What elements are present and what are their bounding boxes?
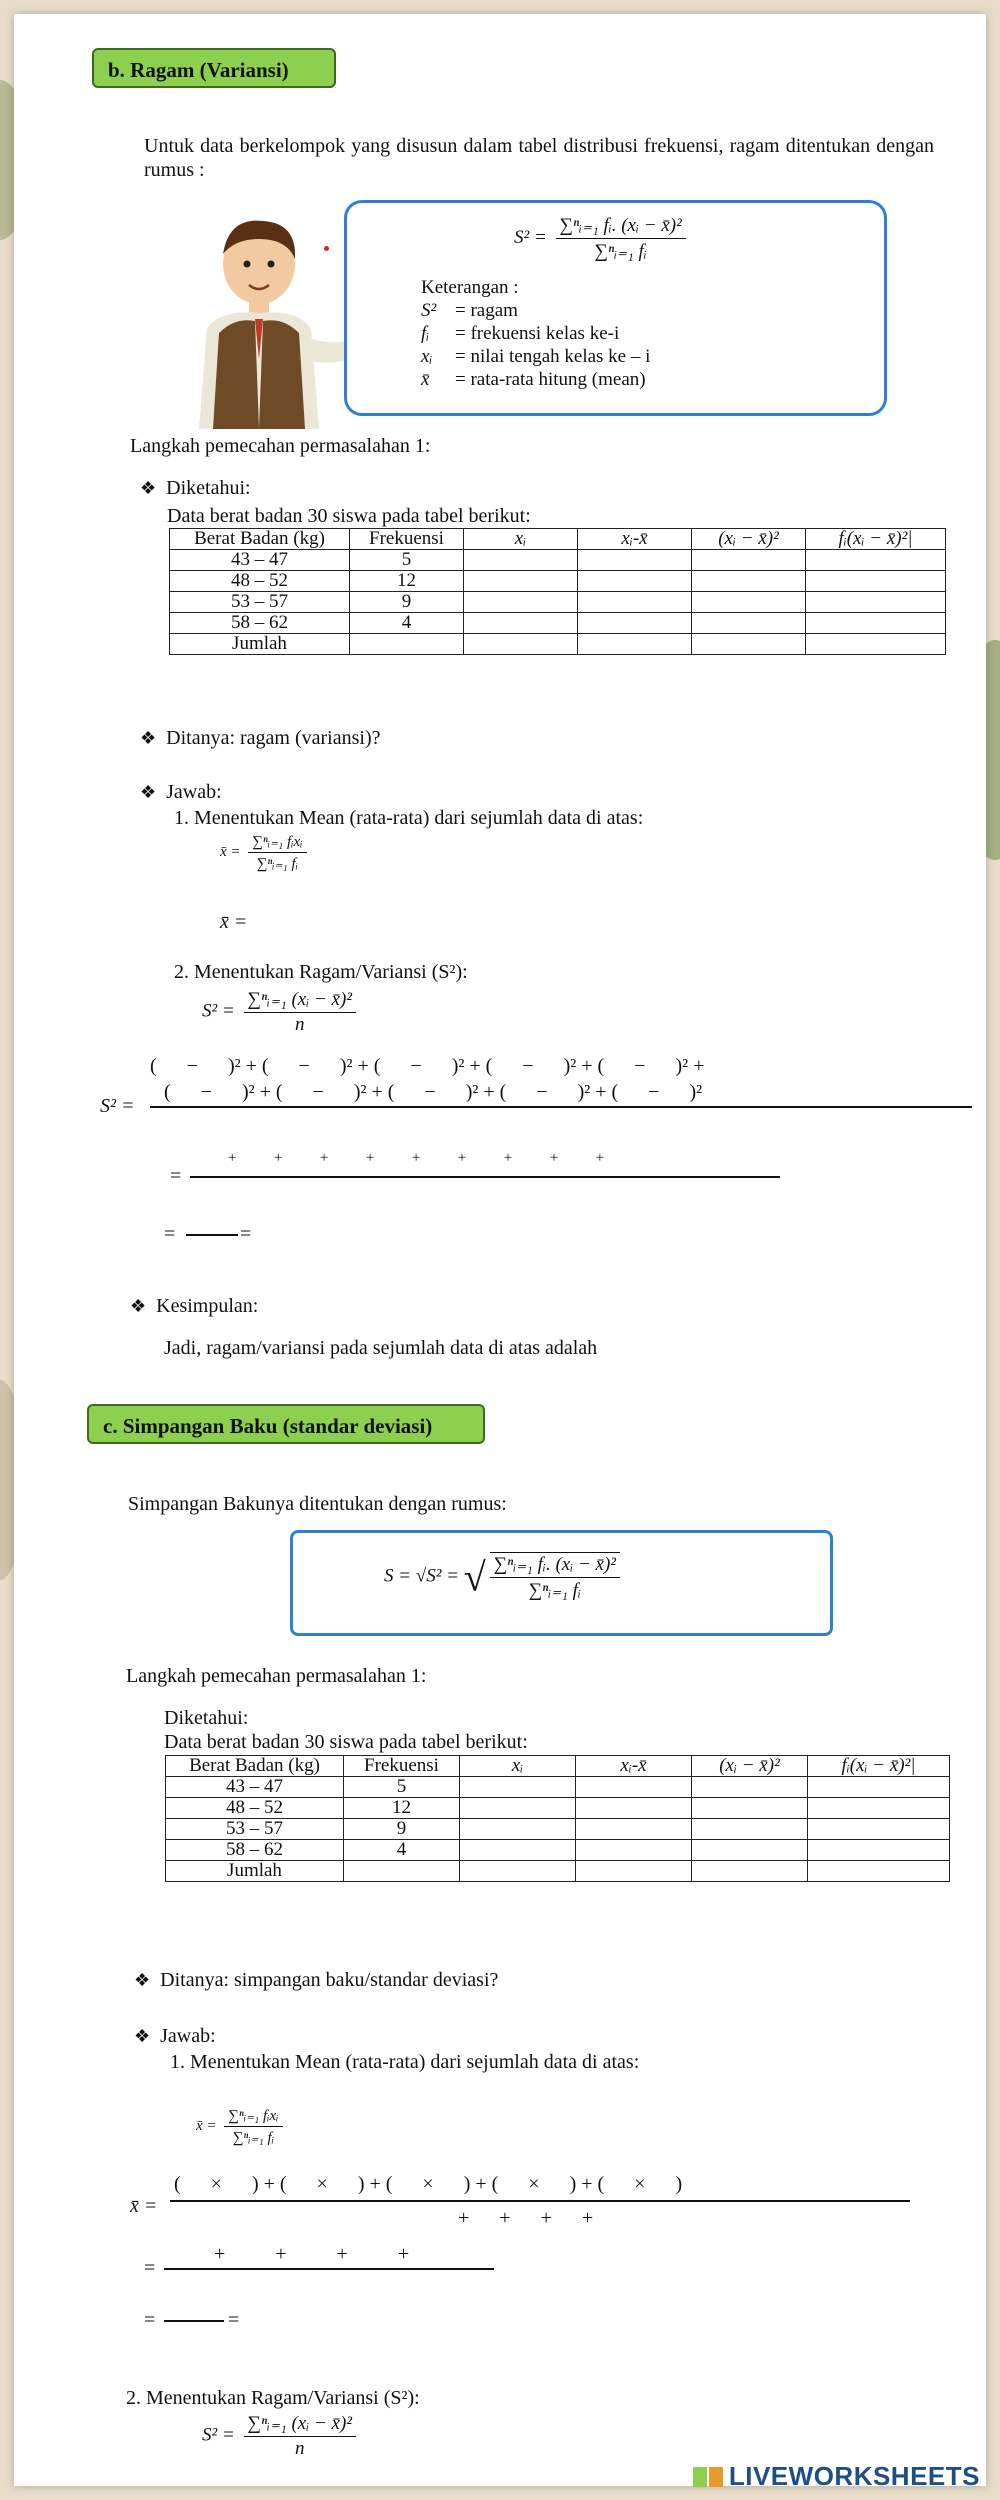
column-header: Berat Badan (kg) bbox=[170, 529, 350, 550]
answer-cell[interactable] bbox=[464, 592, 578, 613]
jawab-label: ❖ Jawab: bbox=[140, 780, 222, 804]
variance-formula bbox=[514, 214, 690, 263]
section-c-intro: Simpangan Bakunya ditentukan dengan rumus: bbox=[128, 1493, 507, 1515]
section-b-intro: Untuk data berkelompok yang disusun dalam tabel distribusi frekuensi, ragam ditentukan dengan rumus : bbox=[144, 135, 934, 181]
equals-sign: = bbox=[144, 2309, 156, 2331]
ditanya-label: ❖ Ditanya: ragam (variansi)? bbox=[140, 726, 381, 750]
column-header: fᵢ(xᵢ − x̄)²| bbox=[806, 529, 946, 550]
answer-cell[interactable] bbox=[692, 1798, 808, 1819]
answer-cell[interactable] bbox=[806, 634, 946, 655]
answer-cell[interactable] bbox=[460, 1840, 576, 1861]
answer-cell[interactable] bbox=[344, 1861, 460, 1882]
step1-label: 1. Menentukan Mean (rata-rata) dari sejumlah data di atas: bbox=[170, 2051, 640, 2073]
mean-expansion-numerator: ( × ) + ( × ) + ( × ) + ( × ) + ( × ) bbox=[174, 2173, 683, 2195]
diketahui-label: ❖ Diketahui: bbox=[140, 476, 251, 500]
ditanya-label: ❖ Ditanya: simpangan baku/standar deviasi? bbox=[134, 1968, 498, 1992]
column-header: Frekuensi bbox=[344, 1756, 460, 1777]
column-header: fᵢ(xᵢ − x̄)²| bbox=[808, 1756, 950, 1777]
table-row: Jumlah bbox=[170, 634, 946, 655]
step2-label: 2. Menentukan Ragam/Variansi (S²): bbox=[126, 2387, 420, 2409]
table-row: 48 – 52 12 bbox=[166, 1798, 950, 1819]
answer-cell[interactable] bbox=[692, 1840, 808, 1861]
answer-cell[interactable] bbox=[578, 571, 692, 592]
jawab-label: ❖ Jawab: bbox=[134, 2024, 216, 2048]
answer-cell[interactable] bbox=[576, 1798, 692, 1819]
step2-label: 2. Menentukan Ragam/Variansi (S²): bbox=[174, 961, 468, 983]
variance-formula-fraction bbox=[556, 214, 686, 263]
worksheet-page bbox=[14, 14, 986, 2486]
keterangan-title: Keterangan : bbox=[421, 277, 519, 298]
answer-cell[interactable] bbox=[578, 550, 692, 571]
fraction-line bbox=[164, 2320, 224, 2322]
table-header-row bbox=[166, 1756, 950, 1777]
keterangan-block bbox=[421, 276, 650, 391]
kesimpulan-text: Jadi, ragam/variansi pada sejumlah data di atas adalah bbox=[164, 1337, 598, 1359]
data-caption: Data berat badan 30 siswa pada tabel berikut: bbox=[164, 1731, 528, 1753]
answer-cell[interactable] bbox=[578, 613, 692, 634]
step1-label: 1. Menentukan Mean (rata-rata) dari sejumlah data di atas: bbox=[174, 807, 644, 829]
answer-cell[interactable] bbox=[692, 592, 806, 613]
fraction-line bbox=[186, 1234, 238, 1236]
column-header: Berat Badan (kg) bbox=[166, 1756, 344, 1777]
frequency-table bbox=[165, 1755, 950, 1882]
equals-sign: = bbox=[164, 1223, 176, 1245]
column-header: (xᵢ − x̄)² bbox=[692, 1756, 808, 1777]
answer-cell[interactable] bbox=[806, 613, 946, 634]
variance-formula-lhs: S² = bbox=[514, 226, 547, 248]
variance-simple-formula: S² = $\frac{\text{∑ⁿᵢ₌₁ (xᵢ − x̄)²}}{n}$ bbox=[202, 2412, 360, 2460]
answer-cell[interactable] bbox=[692, 1777, 808, 1798]
mean-formula: x̄ = $\frac{\text{∑ⁿᵢ₌₁ fᵢxᵢ}}{\text{∑ⁿᵢ₌₁ fᵢ}}$ bbox=[220, 832, 311, 873]
answer-cell[interactable] bbox=[808, 1777, 950, 1798]
mean-answer-label: x̄ = bbox=[220, 911, 248, 933]
equals-sign: = bbox=[144, 2257, 156, 2279]
answer-cell[interactable] bbox=[692, 1861, 808, 1882]
column-header: xᵢ-x̄ bbox=[576, 1756, 692, 1777]
langkah-label: Langkah pemecahan permasalahan 1: bbox=[130, 435, 431, 457]
variance-expansion-row1: ( − )² + ( − )² + ( − )² + ( − )² + ( − )² + bbox=[150, 1055, 705, 1077]
answer-cell[interactable] bbox=[692, 613, 806, 634]
variance-formula-numerator: ∑ⁿᵢ₌₁ fᵢ. (xᵢ − x̄)² bbox=[556, 214, 686, 239]
mean-answer-input[interactable] bbox=[260, 906, 460, 932]
answer-cell[interactable] bbox=[576, 1819, 692, 1840]
answer-cell[interactable] bbox=[576, 1777, 692, 1798]
table-row: 53 – 57 9 bbox=[166, 1819, 950, 1840]
variance-expansion-row2: ( − )² + ( − )² + ( − )² + ( − )² + ( − )² bbox=[164, 1081, 703, 1103]
keterangan-item: S² = ragam bbox=[421, 300, 518, 321]
answer-cell[interactable] bbox=[576, 1861, 692, 1882]
std-dev-formula: S = √S² = √ $\frac{\text{∑ⁿᵢ₌₁ fᵢ. (xᵢ − x̄)²}}{\text{∑ⁿᵢ₌₁ fᵢ}}$ bbox=[384, 1552, 624, 1602]
mean-expansion-lhs: x̄ = bbox=[130, 2195, 158, 2217]
equals-sign: = bbox=[170, 1165, 182, 1187]
fraction-line bbox=[164, 2268, 494, 2270]
table-row: 48 – 52 12 bbox=[170, 571, 946, 592]
column-header: Frekuensi bbox=[350, 529, 464, 550]
variance-simple-formula: S² = $\frac{\text{∑ⁿᵢ₌₁ (xᵢ − x̄)²}}{n}$ bbox=[202, 988, 360, 1036]
liveworksheets-logo[interactable]: LIVEWORKSHEETS bbox=[693, 2461, 980, 2492]
bullet-dot bbox=[324, 246, 329, 251]
mean-expansion-denominator: + + + + bbox=[458, 2207, 594, 2229]
table-row: 58 – 62 4 bbox=[170, 613, 946, 634]
answer-cell[interactable] bbox=[460, 1798, 576, 1819]
langkah-label: Langkah pemecahan permasalahan 1: bbox=[126, 1665, 427, 1687]
plus-row: + + + + + + + + + bbox=[228, 1150, 605, 1166]
table-row: Jumlah bbox=[166, 1861, 950, 1882]
section-c-title: c. Simpangan Baku (standar deviasi) bbox=[87, 1404, 485, 1444]
keterangan-item: xᵢ = nilai tengah kelas ke – i bbox=[421, 346, 651, 367]
fraction-line bbox=[170, 2200, 910, 2202]
table-header-row bbox=[170, 529, 946, 550]
table-row: 43 – 47 5 bbox=[170, 550, 946, 571]
kesimpulan-label: ❖ Kesimpulan: bbox=[130, 1294, 258, 1318]
answer-cell[interactable] bbox=[578, 634, 692, 655]
frequency-table bbox=[169, 528, 946, 655]
answer-cell[interactable] bbox=[460, 1819, 576, 1840]
variance-formula-denominator: ∑ⁿᵢ₌₁ fᵢ bbox=[594, 241, 647, 262]
mean-formula: x̄ = $\frac{\text{∑ⁿᵢ₌₁ fᵢxᵢ}}{\text{∑ⁿᵢ₌₁ fᵢ}}$ bbox=[196, 2106, 287, 2147]
fraction-line bbox=[190, 1176, 780, 1178]
answer-cell[interactable] bbox=[806, 550, 946, 571]
answer-cell[interactable] bbox=[808, 1840, 950, 1861]
answer-cell[interactable] bbox=[464, 571, 578, 592]
equals-sign: = bbox=[240, 1223, 252, 1245]
answer-cell[interactable] bbox=[464, 613, 578, 634]
section-b-title: b. Ragam (Variansi) bbox=[92, 48, 336, 88]
logo-icon bbox=[709, 2467, 723, 2487]
column-header: xᵢ-x̄ bbox=[578, 529, 692, 550]
keterangan-item: x̄ = rata-rata hitung (mean) bbox=[421, 369, 646, 390]
answer-cell[interactable] bbox=[808, 1819, 950, 1840]
answer-cell[interactable] bbox=[692, 571, 806, 592]
column-header: (xᵢ − x̄)² bbox=[692, 529, 806, 550]
fraction-line bbox=[150, 1106, 972, 1108]
answer-cell[interactable] bbox=[808, 1798, 950, 1819]
table-row: 58 – 62 4 bbox=[166, 1840, 950, 1861]
column-header: xᵢ bbox=[460, 1756, 576, 1777]
plus-row: + + + + bbox=[214, 2243, 410, 2265]
answer-cell[interactable] bbox=[808, 1861, 950, 1882]
data-caption: Data berat badan 30 siswa pada tabel berikut: bbox=[167, 505, 531, 527]
answer-cell[interactable] bbox=[576, 1840, 692, 1861]
table-row: 43 – 47 5 bbox=[166, 1777, 950, 1798]
answer-cell[interactable] bbox=[460, 1777, 576, 1798]
column-header: xᵢ bbox=[464, 529, 578, 550]
answer-cell[interactable] bbox=[692, 550, 806, 571]
answer-cell[interactable] bbox=[350, 634, 464, 655]
answer-cell[interactable] bbox=[578, 592, 692, 613]
variance-expansion-lhs: S² = bbox=[100, 1095, 135, 1117]
logo-icon bbox=[693, 2467, 707, 2487]
keterangan-item: fᵢ = frekuensi kelas ke-i bbox=[421, 323, 620, 344]
answer-cell[interactable] bbox=[692, 634, 806, 655]
answer-cell[interactable] bbox=[464, 550, 578, 571]
diketahui-label: Diketahui: bbox=[164, 1707, 249, 1729]
answer-cell[interactable] bbox=[806, 592, 946, 613]
table-row: 53 – 57 9 bbox=[170, 592, 946, 613]
answer-cell[interactable] bbox=[806, 571, 946, 592]
answer-cell[interactable] bbox=[460, 1861, 576, 1882]
equals-sign: = bbox=[228, 2309, 240, 2331]
answer-cell[interactable] bbox=[692, 1819, 808, 1840]
answer-cell[interactable] bbox=[464, 634, 578, 655]
